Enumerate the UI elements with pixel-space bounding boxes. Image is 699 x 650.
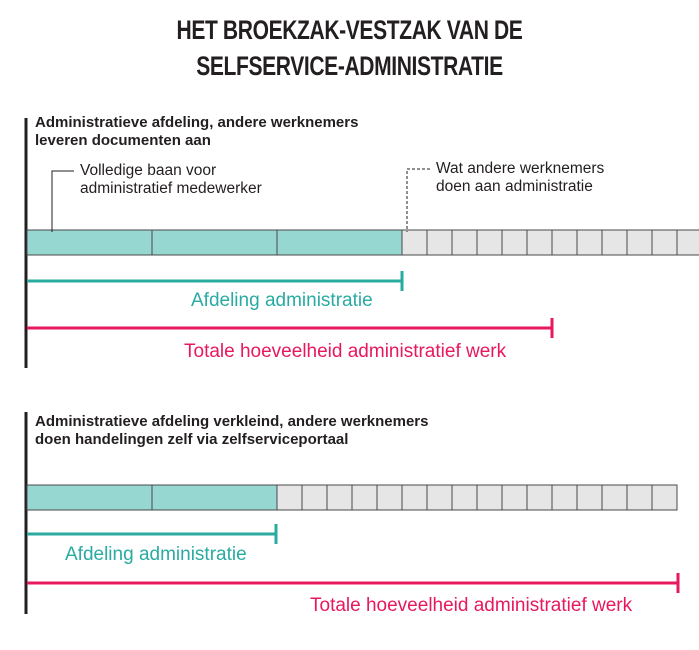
panel2-heading-line-2: doen handelingen zelf via zelfserviceportaal [35, 431, 349, 448]
panel1-other-work-unit [402, 230, 427, 255]
note-others-leader [407, 169, 430, 232]
panel2-other-work-unit [277, 485, 302, 510]
panel2-other-work-unit [552, 485, 577, 510]
note-fulltime-line-2: administratief medewerker [80, 180, 262, 197]
panel2-other-work-unit [652, 485, 677, 510]
panel1-heading-line-2: leveren documenten aan [35, 132, 211, 149]
panel1-other-work-unit [627, 230, 652, 255]
panel1-other-work-unit [452, 230, 477, 255]
panel2-fulltime-job-block [152, 485, 277, 510]
panel1-other-work-unit [502, 230, 527, 255]
panel1-work-bar [27, 230, 699, 255]
panel1-other-work-unit [527, 230, 552, 255]
panel2-other-work-unit [327, 485, 352, 510]
panel1-total-label: Totale hoeveelheid administratief werk [184, 341, 507, 362]
panel2-fulltime-job-block [27, 485, 152, 510]
panel2-department-label: Afdeling administratie [65, 544, 247, 565]
panel1-other-work-unit [652, 230, 677, 255]
panel2-heading-line-1: Administratieve afdeling verkleind, andere werknemers [35, 413, 429, 430]
panel1-department-label: Afdeling administratie [191, 290, 373, 311]
title-line-2: SELFSERVICE-ADMINISTRATIE [196, 51, 503, 81]
panel1-fulltime-job-block [277, 230, 402, 255]
note-fulltime-leader [52, 171, 74, 232]
panel2-total-bracket [27, 573, 678, 593]
panel1-heading-line-1: Administratieve afdeling, andere werknemers [35, 114, 359, 131]
panel2-other-work-unit [302, 485, 327, 510]
panel2-department-bracket [27, 524, 276, 544]
panel2-other-work-unit [352, 485, 377, 510]
panel2-other-work-unit [452, 485, 477, 510]
panel2-other-work-unit [502, 485, 527, 510]
title-line-1: HET BROEKZAK-VESTZAK VAN DE [176, 15, 523, 45]
panel2-other-work-unit [527, 485, 552, 510]
panel1-other-work-unit [602, 230, 627, 255]
panel2-other-work-unit [377, 485, 402, 510]
panel2-other-work-unit [402, 485, 427, 510]
panel1-department-bracket [27, 271, 402, 291]
panel2-other-work-unit [477, 485, 502, 510]
panel2-other-work-unit [577, 485, 602, 510]
panel2-other-work-unit [627, 485, 652, 510]
panel2-work-bar [27, 485, 677, 510]
panel1-other-work-unit [477, 230, 502, 255]
panel2-other-work-unit [427, 485, 452, 510]
note-others-line-2: doen aan administratie [436, 178, 593, 195]
panel1-other-work-unit [427, 230, 452, 255]
panel1-other-work-unit [577, 230, 602, 255]
note-fulltime-line-1: Volledige baan voor [80, 162, 217, 179]
panel2-total-label: Totale hoeveelheid administratief werk [310, 595, 633, 616]
panel1-fulltime-job-block [27, 230, 152, 255]
panel2-other-work-unit [602, 485, 627, 510]
panel1-other-work-unit [552, 230, 577, 255]
panel1-other-work-unit [677, 230, 699, 255]
panel1-fulltime-job-block [152, 230, 277, 255]
panel1-total-bracket [27, 318, 552, 338]
note-others-line-1: Wat andere werknemers [436, 160, 605, 177]
